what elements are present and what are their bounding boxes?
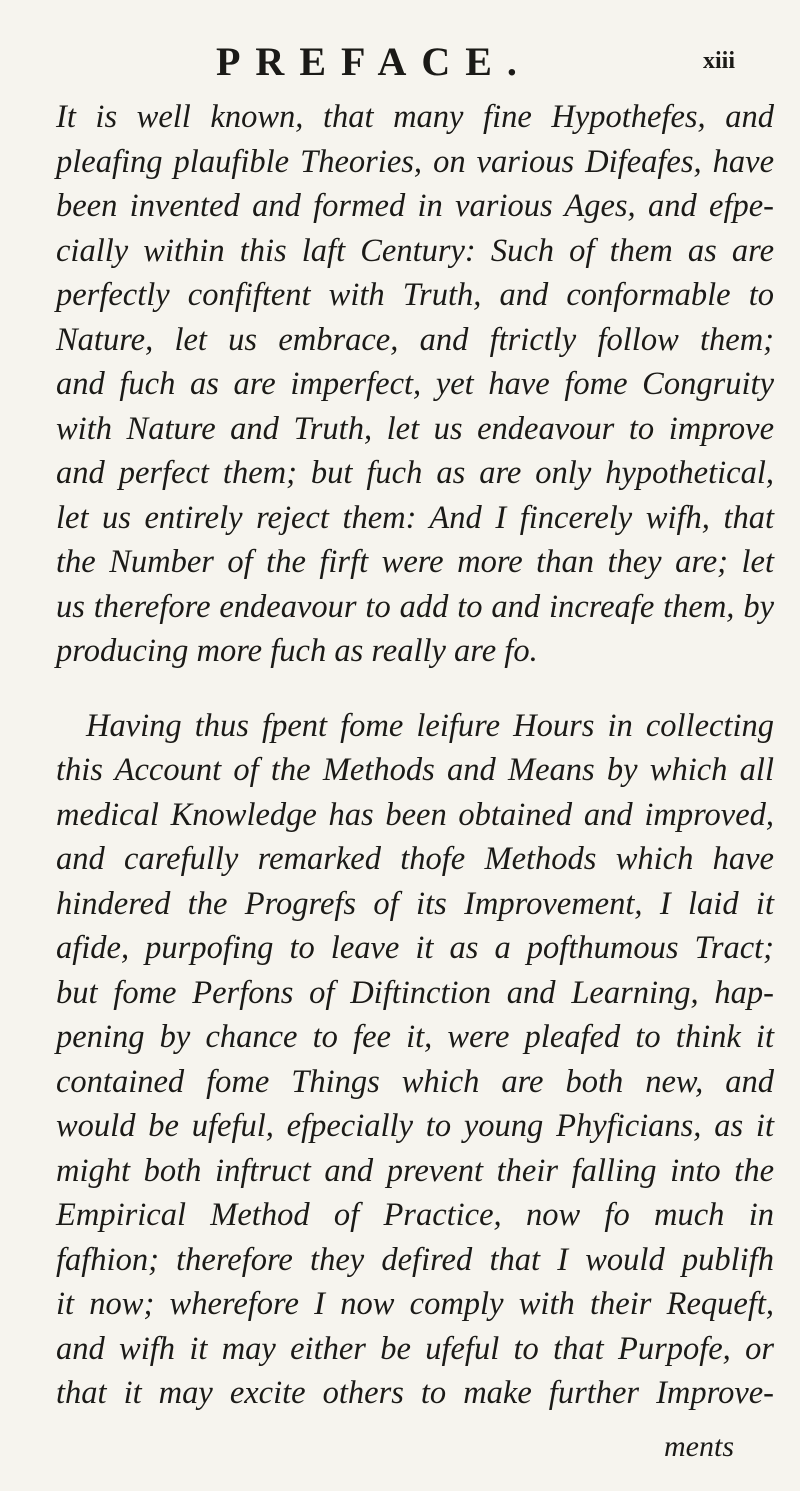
text-line: let us entirely reject them: And I fincerely wifh, that bbox=[56, 499, 774, 536]
text-line: pleafing plaufible Theories, on various Difeafes, have bbox=[56, 143, 774, 180]
body-text bbox=[56, 95, 774, 1446]
text-line: cially within this laft Century: Such of them as are bbox=[56, 232, 774, 269]
text-line: that it may excite others to make further Improve- bbox=[56, 1375, 774, 1411]
text-line: pening by chance to fee it, were pleafed to think it bbox=[56, 1019, 774, 1055]
text-line: medical Knowledge has been obtained and improved, bbox=[56, 796, 774, 833]
text-line: Empirical Method of Practice, now fo much in bbox=[56, 1197, 774, 1233]
running-head: PREFACE. bbox=[216, 39, 532, 84]
text-line: Having thus fpent fome leifure Hours in collecting bbox=[86, 707, 774, 744]
text-line: but fome Perfons of Diftinction and Learning, hap- bbox=[56, 974, 774, 1011]
text-line: it now; wherefore I now comply with their Requeft, bbox=[56, 1286, 774, 1322]
text-line: fafhion; therefore they defired that I would publifh bbox=[56, 1241, 774, 1278]
text-line: this Account of the Methods and Means by which all bbox=[56, 752, 774, 788]
text-line: and fuch as are imperfect, yet have fome Congruity bbox=[56, 366, 774, 402]
text-line: afide, purpofing to leave it as a pofthumous Tract; bbox=[56, 930, 774, 966]
page-number: xiii bbox=[702, 48, 735, 74]
text-line: would be ufeful, efpecially to young Phyficians, as it bbox=[56, 1108, 774, 1144]
catchword: ments bbox=[664, 1430, 734, 1463]
text-line: perfectly confiftent with Truth, and conformable to bbox=[56, 277, 774, 313]
text-line: contained fome Things which are both new, and bbox=[56, 1063, 774, 1100]
text-line: the Number of the firft were more than they are; let bbox=[56, 544, 774, 580]
text-line: hindered the Progrefs of its Improvement, I laid it bbox=[56, 885, 774, 922]
text-line: and perfect them; but fuch as are only hypothetical, bbox=[56, 455, 774, 491]
text-line: might both inftruct and prevent their falling into the bbox=[56, 1152, 774, 1189]
text-line: us therefore endeavour to add to and increafe them, by bbox=[56, 588, 774, 625]
text-line: Nature, let us embrace, and ftrictly follow them; bbox=[56, 321, 774, 358]
text-line: producing more fuch as really are fo. bbox=[56, 633, 538, 669]
text-line: been invented and formed in various Ages, and efpe- bbox=[56, 188, 774, 224]
text-line: It is well known, that many fine Hypothefes, and bbox=[56, 99, 774, 135]
paragraph-1 bbox=[56, 95, 774, 674]
paragraph-2 bbox=[56, 704, 774, 1416]
text-line: and wifh it may either be ufeful to that Purpofe, or bbox=[56, 1330, 774, 1367]
text-line: and carefully remarked thofe Methods which have bbox=[56, 841, 774, 877]
text-line: with Nature and Truth, let us endeavour to improve bbox=[56, 410, 774, 447]
